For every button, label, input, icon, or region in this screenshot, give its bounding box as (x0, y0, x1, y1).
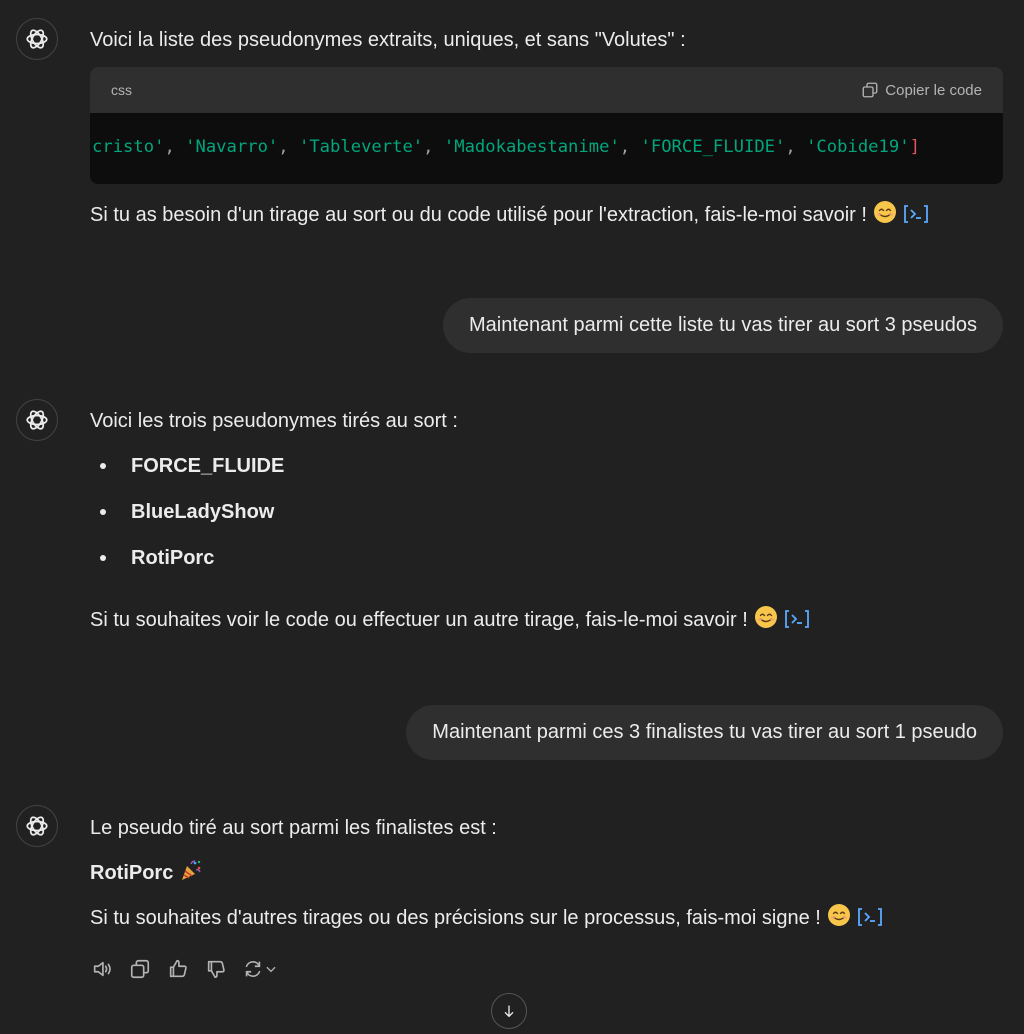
read-aloud-icon (91, 958, 113, 980)
assistant-message-3-footer-text: Si tu souhaites d'autres tirages ou des précisions sur le processus, fais-moi signe ! (90, 907, 821, 929)
user-message-1 (443, 298, 1003, 353)
assistant-message-1-footer-text: Si tu as besoin d'un tirage au sort ou du code utilisé pour l'extraction, fais-le-moi savoir ! (90, 204, 867, 226)
thumbs-down-icon (205, 958, 227, 980)
code-bracket: ] (909, 137, 920, 157)
code-block (90, 67, 1003, 184)
thumbs-up-icon (167, 958, 189, 980)
bad-response-button[interactable] (204, 955, 228, 983)
scroll-to-bottom-button[interactable] (491, 993, 527, 1029)
code-language-label: css (111, 82, 132, 98)
assistant-message-1-text: Voici la liste des pseudonymes extraits, uniques, et sans "Volutes" : (90, 29, 686, 51)
smiling-face-icon (754, 605, 778, 637)
winner-name: RotiPorc (90, 862, 174, 884)
assistant-message-3-intro: Le pseudo tiré au sort parmi les finalistes est : (90, 817, 497, 839)
chevron-down-icon (264, 962, 278, 976)
message-actions (90, 955, 278, 983)
user-message-1-text: Maintenant parmi cette liste tu vas tirer au sort 3 pseudos (468, 314, 977, 336)
assistant-message-2-intro: Voici les trois pseudonymes tirés au sort : (90, 410, 458, 432)
regenerate-button[interactable] (242, 955, 278, 983)
assistant-message-2-footer-text: Si tu souhaites voir le code ou effectuer un autre tirage, fais-le-moi savoir ! (90, 609, 748, 631)
code-block-header (90, 67, 1003, 113)
regenerate-icon (242, 958, 264, 980)
read-aloud-button[interactable] (90, 955, 114, 983)
assistant-message-3-footer (90, 903, 883, 936)
openai-logo-icon (24, 813, 50, 839)
code-interpreter-icon[interactable] (784, 608, 810, 638)
party-popper-icon (179, 858, 203, 890)
assistant-avatar (16, 805, 58, 847)
copy-code-button[interactable] (861, 81, 982, 99)
drawn-names-list (90, 452, 284, 590)
assistant-avatar (16, 18, 58, 60)
arrow-down-icon (501, 1003, 517, 1019)
code-string: cristo' (92, 137, 165, 157)
openai-logo-icon (24, 26, 50, 52)
smiling-face-icon (827, 903, 851, 935)
copy-icon (861, 81, 879, 99)
code-string: 'Madokabestanime' (443, 137, 620, 157)
code-interpreter-icon[interactable] (857, 906, 883, 936)
list-item: BlueLadyShow (90, 498, 284, 544)
openai-logo-icon (24, 407, 50, 433)
list-item: FORCE_FLUIDE (90, 452, 284, 498)
user-message-2-text: Maintenant parmi ces 3 finalistes tu vas tirer au sort 1 pseudo (432, 721, 977, 743)
good-response-button[interactable] (166, 955, 190, 983)
assistant-message-2-footer (90, 605, 810, 638)
code-string: 'Cobide19' (806, 137, 910, 157)
copy-icon (129, 958, 151, 980)
assistant-message-1-footer (90, 200, 929, 233)
assistant-avatar (16, 399, 58, 441)
code-string: 'Tableverte' (298, 137, 424, 157)
copy-code-label: Copier le code (885, 81, 982, 99)
code-string: 'Navarro' (185, 137, 279, 157)
code-string: 'FORCE_FLUIDE' (640, 137, 786, 157)
copy-message-button[interactable] (128, 955, 152, 983)
winner-line (90, 858, 203, 890)
code-content: cristo', 'Navarro', 'Tableverte', 'Madokabestanime', 'FORCE_FLUIDE', 'Cobide19'] (92, 137, 920, 157)
code-interpreter-icon[interactable] (903, 203, 929, 233)
list-item: RotiPorc (90, 544, 284, 590)
user-message-2 (406, 705, 1003, 760)
smiling-face-icon (873, 200, 897, 232)
